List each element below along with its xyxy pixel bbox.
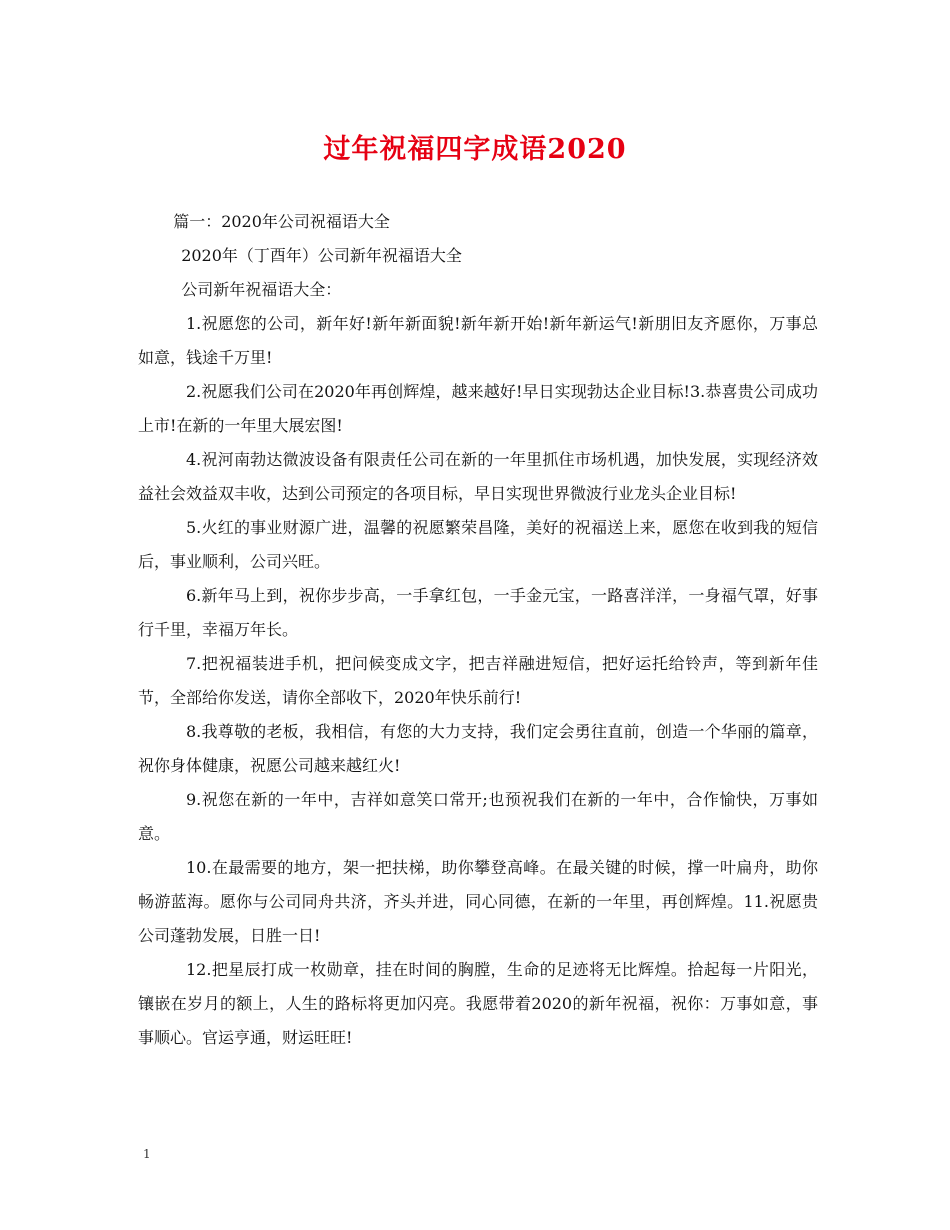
paragraph-item: 1.祝愿您的公司，新年好!新年新面貌!新年新开始!新年新运气!新朋旧友齐愿你，万事总如意，钱途千万里! — [138, 314, 818, 367]
paragraph-item: 12.把星辰打成一枚勋章，挂在时间的胸膛，生命的足迹将无比辉煌。拾起每一片阳光，镶嵌在岁月的额上，人生的路标将更加闪亮。我愿带着2020的新年祝福，祝你：万事如意，事事顺心。官运亨通，财运旺旺! — [138, 960, 818, 1047]
intro-line: 公司新年祝福语大全： — [181, 280, 342, 299]
paragraph-item: 4.祝河南勃达微波设备有限责任公司在新的一年里抓住市场机遇，加快发展，实现经济效益社会效益双丰收，达到公司预定的各项目标，早日实现世界微波行业龙头企业目标! — [138, 450, 818, 503]
paragraph-item: 7.把祝福装进手机，把问候变成文字，把吉祥融进短信，把好运托给铃声，等到新年佳节，全部给你发送，请你全部收下，2020年快乐前行! — [138, 654, 818, 707]
document-body — [138, 205, 818, 1055]
paragraph-item: 9.祝您在新的一年中，吉祥如意笑口常开;也预祝我们在新的一年中，合作愉快，万事如意。 — [138, 790, 818, 843]
paragraph-item: 5.火红的事业财源广进，温馨的祝愿繁荣昌隆，美好的祝福送上来，愿您在收到我的短信后，事业顺利，公司兴旺。 — [138, 518, 818, 571]
document-title: 过年祝福四字成语2020 — [323, 134, 627, 165]
section-heading: 篇一：2020年公司祝福语大全 — [173, 212, 390, 231]
page-number: 1 — [143, 1147, 151, 1161]
paragraph-item: 10.在最需要的地方，架一把扶梯，助你攀登高峰。在最关键的时候，撑一叶扁舟，助你畅游蓝海。愿你与公司同舟共济，齐头并进，同心同德，在新的一年里，再创辉煌。11.祝愿贵公司蓬勃发展，日胜一日! — [138, 858, 818, 945]
paragraph-item: 6.新年马上到，祝你步步高，一手拿红包，一手金元宝，一路喜洋洋，一身福气罩，好事行千里，幸福万年长。 — [138, 586, 818, 639]
subheading: 2020年（丁酉年）公司新年祝福语大全 — [181, 246, 462, 265]
paragraph-item: 2.祝愿我们公司在2020年再创辉煌，越来越好!早日实现勃达企业目标!3.恭喜贵公司成功上市!在新的一年里大展宏图! — [138, 382, 818, 435]
paragraph-item: 8.我尊敬的老板，我相信，有您的大力支持，我们定会勇往直前，创造一个华丽的篇章，祝你身体健康，祝愿公司越来越红火! — [138, 722, 818, 775]
